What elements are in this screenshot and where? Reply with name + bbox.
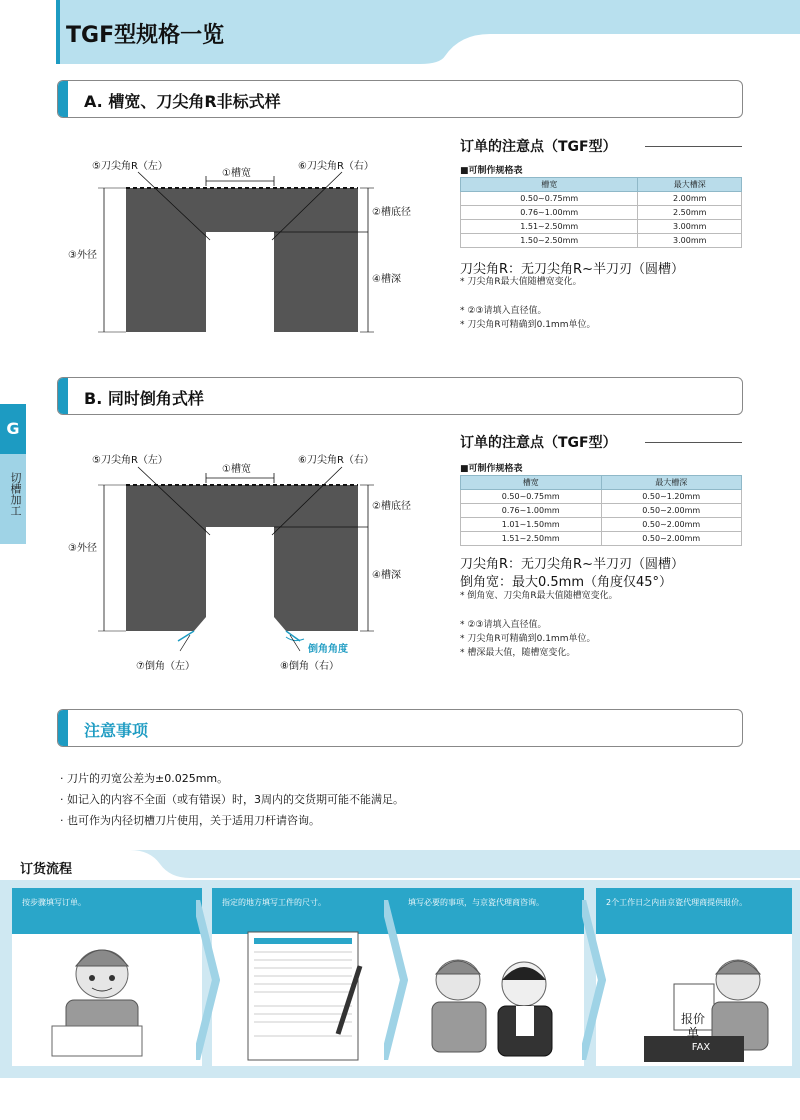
- worker-writing-icon: [42, 940, 172, 1060]
- col-header: 最大槽深: [601, 476, 742, 490]
- table-row: [461, 206, 742, 220]
- consultation-icon: [418, 940, 568, 1060]
- b-chamfer-note: 倒角宽：最大0.5mm（角度仅45°）: [460, 575, 673, 590]
- a-groove-bottom-label: ②槽底径: [372, 207, 411, 218]
- b-extra-note-2: * 刀尖角R可精确到0.1mm单位。: [460, 634, 596, 644]
- caution-item-1: · 刀片的刃宽公差为±0.025mm。: [60, 772, 229, 785]
- flow-step-2: [212, 888, 402, 1066]
- b-corner-right-label: ⑥刀尖角R（右）: [298, 455, 374, 466]
- table-cell: 1.51~2.50mm: [461, 220, 638, 234]
- table-cell: 0.50~2.00mm: [601, 504, 742, 518]
- table-row: [461, 490, 742, 504]
- table-header-row: [461, 178, 742, 192]
- quote-sheet-label: 报价单: [680, 1012, 705, 1040]
- table-header-row: [461, 476, 742, 490]
- a-spec-table: [460, 177, 742, 248]
- section-b-header: [57, 377, 743, 415]
- table-cell: 0.76~1.00mm: [461, 504, 602, 518]
- a-corner-r-sub: * 刀尖角R最大值随槽宽变化。: [460, 277, 582, 287]
- table-cell: 1.50~2.50mm: [461, 234, 638, 248]
- table-cell: 1.01~1.50mm: [461, 518, 602, 532]
- flow-step-1: [12, 888, 202, 1066]
- table-cell: 3.00mm: [638, 220, 742, 234]
- col-header: 槽宽: [461, 476, 602, 490]
- b-table-caption: ■可制作规格表: [460, 464, 523, 474]
- a-extra-note-1: * ②③请填入直径值。: [460, 306, 547, 316]
- b-outer-dia-label: ③外径: [68, 543, 97, 554]
- col-header: 槽宽: [461, 178, 638, 192]
- table-row: [461, 192, 742, 206]
- b-groove-bottom-label: ②槽底径: [372, 501, 411, 512]
- page-title: TGF型规格一览: [66, 23, 225, 48]
- flow-arrow-3: [582, 900, 606, 1060]
- flow-step-3: [398, 888, 584, 1066]
- b-groove-depth-label: ④槽深: [372, 570, 401, 581]
- caution-item-2: · 如记入的内容不全面（或有错误）时，3周内的交货期可能不能满足。: [60, 793, 404, 806]
- a-notes-rule: [645, 146, 742, 147]
- flow-arrow-2: [384, 900, 408, 1060]
- caution-title: 注意事项: [84, 721, 149, 740]
- b-chamfer-angle-label: 倒角角度: [308, 644, 348, 655]
- a-corner-right-label: ⑥刀尖角R（右）: [298, 161, 374, 172]
- section-b-title: B. 同时倒角式样: [84, 389, 204, 408]
- table-cell: 2.00mm: [638, 192, 742, 206]
- table-cell: 1.51~2.50mm: [461, 532, 602, 546]
- b-notes-rule: [645, 442, 742, 443]
- section-b-diagram: [60, 445, 450, 675]
- caution-item-3: · 也可作为内径切槽刀片使用，关于适用刀杆请咨询。: [60, 814, 320, 827]
- table-cell: 2.50mm: [638, 206, 742, 220]
- a-outer-dia-label: ③外径: [68, 250, 97, 261]
- flow-step-1-text: 按步骤填写订单。: [22, 898, 86, 907]
- table-cell: 0.50~0.75mm: [461, 490, 602, 504]
- section-a-title: A. 槽宽、刀尖角R非标式样: [84, 92, 281, 111]
- a-notes-title: 订单的注意点（TGF型）: [460, 139, 617, 155]
- table-row: [461, 504, 742, 518]
- a-corner-r-note: 刀尖角R：无刀尖角R~半刀刃（圆槽）: [460, 262, 684, 277]
- b-chamfer-right-label: ⑧倒角（右）: [280, 661, 339, 672]
- side-tab-label: 切槽加工: [9, 472, 22, 516]
- table-cell: 0.76~1.00mm: [461, 206, 638, 220]
- b-extra-note-3: * 槽深最大值，随槽宽变化。: [460, 648, 576, 658]
- order-form-icon: [242, 926, 382, 1062]
- fax-label: FAX: [691, 1042, 711, 1053]
- flow-step-4: [596, 888, 792, 1066]
- a-table-caption: ■可制作规格表: [460, 166, 523, 176]
- flow-step-4-text: 2个工作日之内由京瓷代理商提供报价。: [606, 898, 748, 907]
- b-extra-note-1: * ②③请填入直径值。: [460, 620, 547, 630]
- col-header: 最大槽深: [638, 178, 742, 192]
- table-cell: 0.50~2.00mm: [601, 518, 742, 532]
- table-cell: 0.50~0.75mm: [461, 192, 638, 206]
- a-corner-left-label: ⑤刀尖角R（左）: [92, 161, 168, 172]
- b-groove-width-label: ①槽宽: [222, 464, 251, 475]
- order-flow-title-band: [0, 850, 800, 880]
- table-row: [461, 532, 742, 546]
- section-a-header: [57, 80, 743, 118]
- section-a-diagram: [60, 150, 450, 350]
- b-corner-left-label: ⑤刀尖角R（左）: [92, 455, 168, 466]
- b-corner-r-note: 刀尖角R：无刀尖角R~半刀刃（圆槽）: [460, 557, 684, 572]
- flow-step-3-text: 填写必要的事项，与京瓷代理商咨询。: [408, 898, 544, 907]
- table-cell: 3.00mm: [638, 234, 742, 248]
- table-row: [461, 220, 742, 234]
- b-chamfer-left-label: ⑦倒角（左）: [136, 661, 195, 672]
- a-groove-width-label: ①槽宽: [222, 168, 251, 179]
- b-spec-table: [460, 475, 742, 546]
- order-flow-title: 订货流程: [20, 862, 73, 877]
- flow-step-2-text: 指定的地方填写工件的尺寸。: [222, 898, 326, 907]
- a-extra-note-2: * 刀尖角R可精确到0.1mm单位。: [460, 320, 596, 330]
- flow-arrow-1: [196, 900, 220, 1060]
- b-notes-title: 订单的注意点（TGF型）: [460, 435, 617, 451]
- table-cell: 0.50~2.00mm: [601, 532, 742, 546]
- caution-header: [57, 709, 743, 747]
- b-chamfer-sub: * 倒角宽、刀尖角R最大值随槽宽变化。: [460, 591, 618, 601]
- table-row: [461, 518, 742, 532]
- a-groove-depth-label: ④槽深: [372, 274, 401, 285]
- table-cell: 0.50~1.20mm: [601, 490, 742, 504]
- side-tab-letter[interactable]: G: [0, 404, 26, 454]
- table-row: [461, 234, 742, 248]
